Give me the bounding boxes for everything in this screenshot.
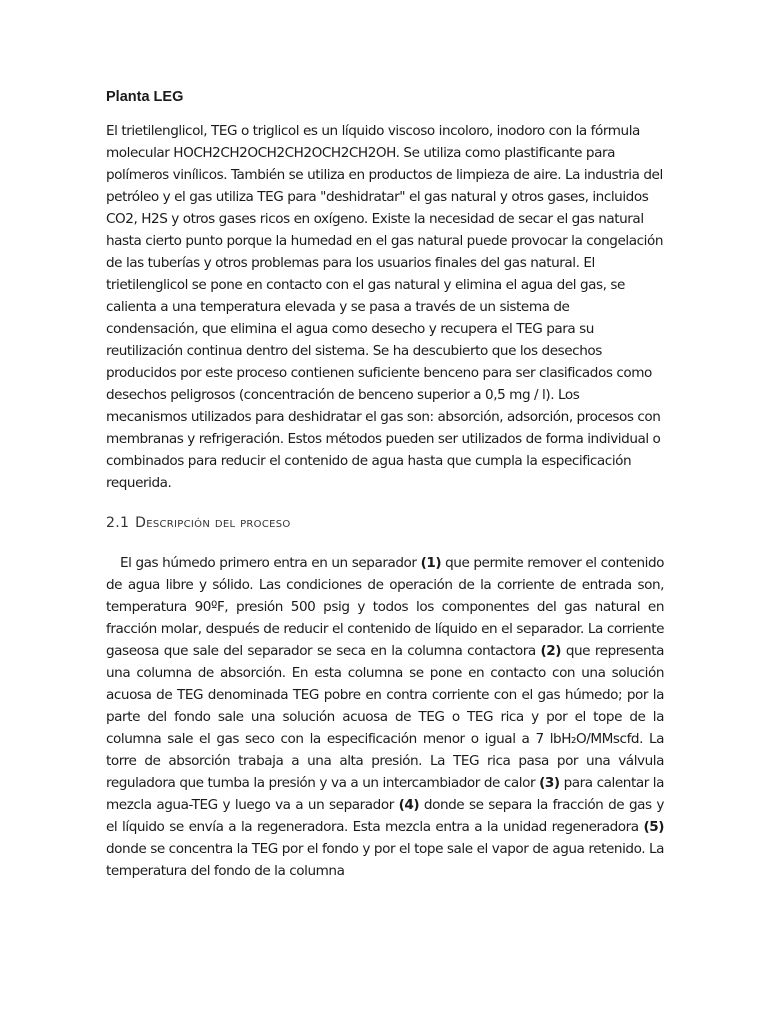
document-page bbox=[106, 88, 664, 882]
process-text-1: El gas húmedo primero entra en un separador bbox=[120, 555, 421, 571]
section-number: 2.1 bbox=[106, 515, 130, 531]
section-title: Descripción del proceso bbox=[135, 515, 291, 531]
process-text-6: donde se concentra la TEG por el fondo y por el tope sale el vapor de agua retenido. La temperatura del fondo de la columna bbox=[106, 841, 664, 879]
process-text-4: para calentar la mezcla agua-TEG y luego va a un separador bbox=[106, 775, 665, 813]
process-text-2: que permite remover el contenido de agua libre y sólido. Las condiciones de operación de la corriente de entrada son, temperatura 90ºF, presión 500 psig y todos los componentes del gas natural en fracción molar, después de reducir el contenido de líquido en el separador. La corriente gaseosa que sale del separador se seca en la columna contactora bbox=[106, 555, 664, 659]
equipment-ref-2: (2) bbox=[540, 643, 562, 659]
process-text-5: donde se separa la fracción de gas y el líquido se envía a la regeneradora. Esta mezcla entra a la unidad regeneradora bbox=[106, 797, 664, 835]
equipment-ref-1: (1) bbox=[420, 555, 442, 571]
equipment-ref-3: (3) bbox=[539, 775, 560, 791]
document-heading: Planta LEG bbox=[106, 89, 184, 105]
process-paragraph bbox=[106, 552, 664, 882]
section-heading bbox=[106, 512, 664, 534]
equipment-ref-5: (5) bbox=[643, 819, 664, 835]
equipment-ref-4: (4) bbox=[398, 797, 420, 813]
process-text-3: que representa una columna de absorción. En esta columna se pone en contacto con una solución acuosa de TEG denominada TEG pobre en contra corriente con el gas húmedo; por la parte del fondo sale una solución acuosa de TEG o TEG rica y por el tope de la columna sale el gas seco con la especificación menor o igual a 7 lbH₂O/MMscfd. La torre de absorción trabaja a una alta presión. La TEG rica pasa por una válvula reguladora que tumba la presión y va a un intercambiador de calor bbox=[106, 643, 664, 791]
intro-paragraph: El trietilenglicol, TEG o triglicol es un líquido viscoso incoloro, inodoro con la fórmula molecular HOCH2CH2OCH2CH2OCH2CH2OH. Se utiliza como plastificante para polímeros vinílicos. También se utiliza en productos de limpieza de aire. La industria del petróleo y el gas utiliza TEG para "deshidratar" el gas natural y otros gases, incluidos CO2, H2S y otros gases ricos en oxígeno. Existe la necesidad de secar el gas natural hasta cierto punto porque la humedad en el gas natural puede provocar la congelación de las tuberías y otros problemas para los usuarios finales del gas natural. El trietilenglicol se pone en contacto con el gas natural y elimina el agua del gas, se calienta a una temperatura elevada y se pasa a través de un sistema de condensación, que elimina el agua como desecho y recupera el TEG para su reutilización continua dentro del sistema. Se ha descubierto que los desechos producidos por este proceso contienen suficiente benceno para ser clasificados como desechos peligrosos (concentración de benceno superior a 0,5 mg / l). Los mecanismos utilizados para deshidratar el gas son: absorción, adsorción, procesos con membranas y refrigeración. Estos métodos pueden ser utilizados de forma individual o combinados para reducir el contenido de agua hasta que cumpla la especificación requerida. bbox=[106, 123, 663, 491]
